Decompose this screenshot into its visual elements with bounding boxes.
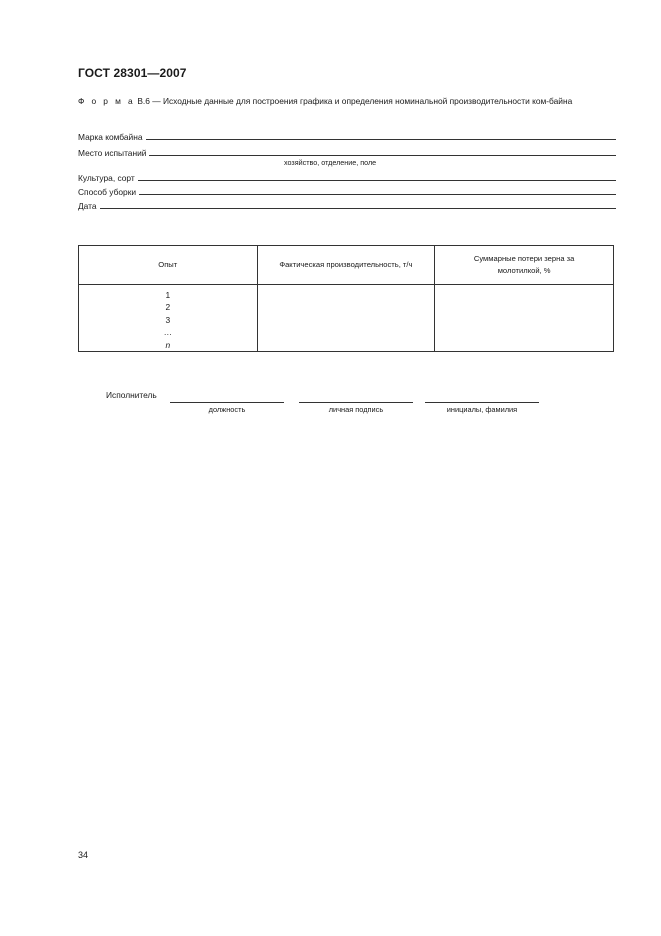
experiment-list — [79, 285, 257, 351]
form-label: Ф о р м а — [78, 96, 136, 106]
field-harvest-method — [78, 185, 616, 197]
column-header-productivity: Фактическая производительность, т/ч — [257, 246, 435, 285]
field-label: Способ уборки — [78, 187, 137, 197]
list-item: 3 — [165, 314, 171, 325]
field-label: Дата — [78, 201, 97, 211]
list-item: n — [165, 339, 171, 350]
field-hint: хозяйство, отделение, поле — [284, 158, 377, 167]
signature-line — [299, 402, 413, 403]
column-header-experiment: Опыт — [79, 246, 258, 285]
page-number: 34 — [78, 850, 89, 860]
field-test-site — [78, 146, 616, 158]
field-crop-variety — [78, 171, 616, 183]
column-header-grain-losses: Суммарные потери зерна за молотилкой, % — [435, 246, 614, 285]
position-line — [170, 402, 284, 403]
form-caption — [78, 95, 618, 107]
position-caption: должность — [208, 405, 246, 414]
fill-line — [138, 180, 616, 181]
field-date — [78, 199, 616, 211]
list-item: 1 — [165, 290, 171, 300]
field-label: Место испытаний — [78, 148, 147, 158]
name-caption: инициалы, фамилия — [446, 405, 518, 414]
data-table — [78, 245, 614, 352]
field-label: Культура, сорт — [78, 173, 135, 183]
fill-line — [149, 155, 616, 156]
name-line — [425, 402, 539, 403]
table-row — [79, 285, 614, 352]
list-item: … — [163, 327, 172, 338]
fill-line — [146, 139, 616, 140]
signature-label: Исполнитель — [106, 390, 157, 400]
fill-line — [139, 194, 616, 195]
grain-losses-cell — [435, 285, 614, 352]
experiment-cell — [79, 285, 258, 352]
form-title: В.6 — Исходные данные для построения графика и определения номинальной производительности ком-байна — [137, 96, 573, 106]
signature-caption: личная подпись — [328, 405, 384, 414]
fill-line — [100, 208, 616, 209]
field-combine-brand — [78, 130, 616, 142]
table-header-row — [79, 246, 614, 285]
list-item: 2 — [165, 302, 171, 313]
field-label: Марка комбайна — [78, 132, 143, 142]
productivity-cell — [257, 285, 435, 352]
standard-number: ГОСТ 28301—2007 — [78, 66, 187, 80]
